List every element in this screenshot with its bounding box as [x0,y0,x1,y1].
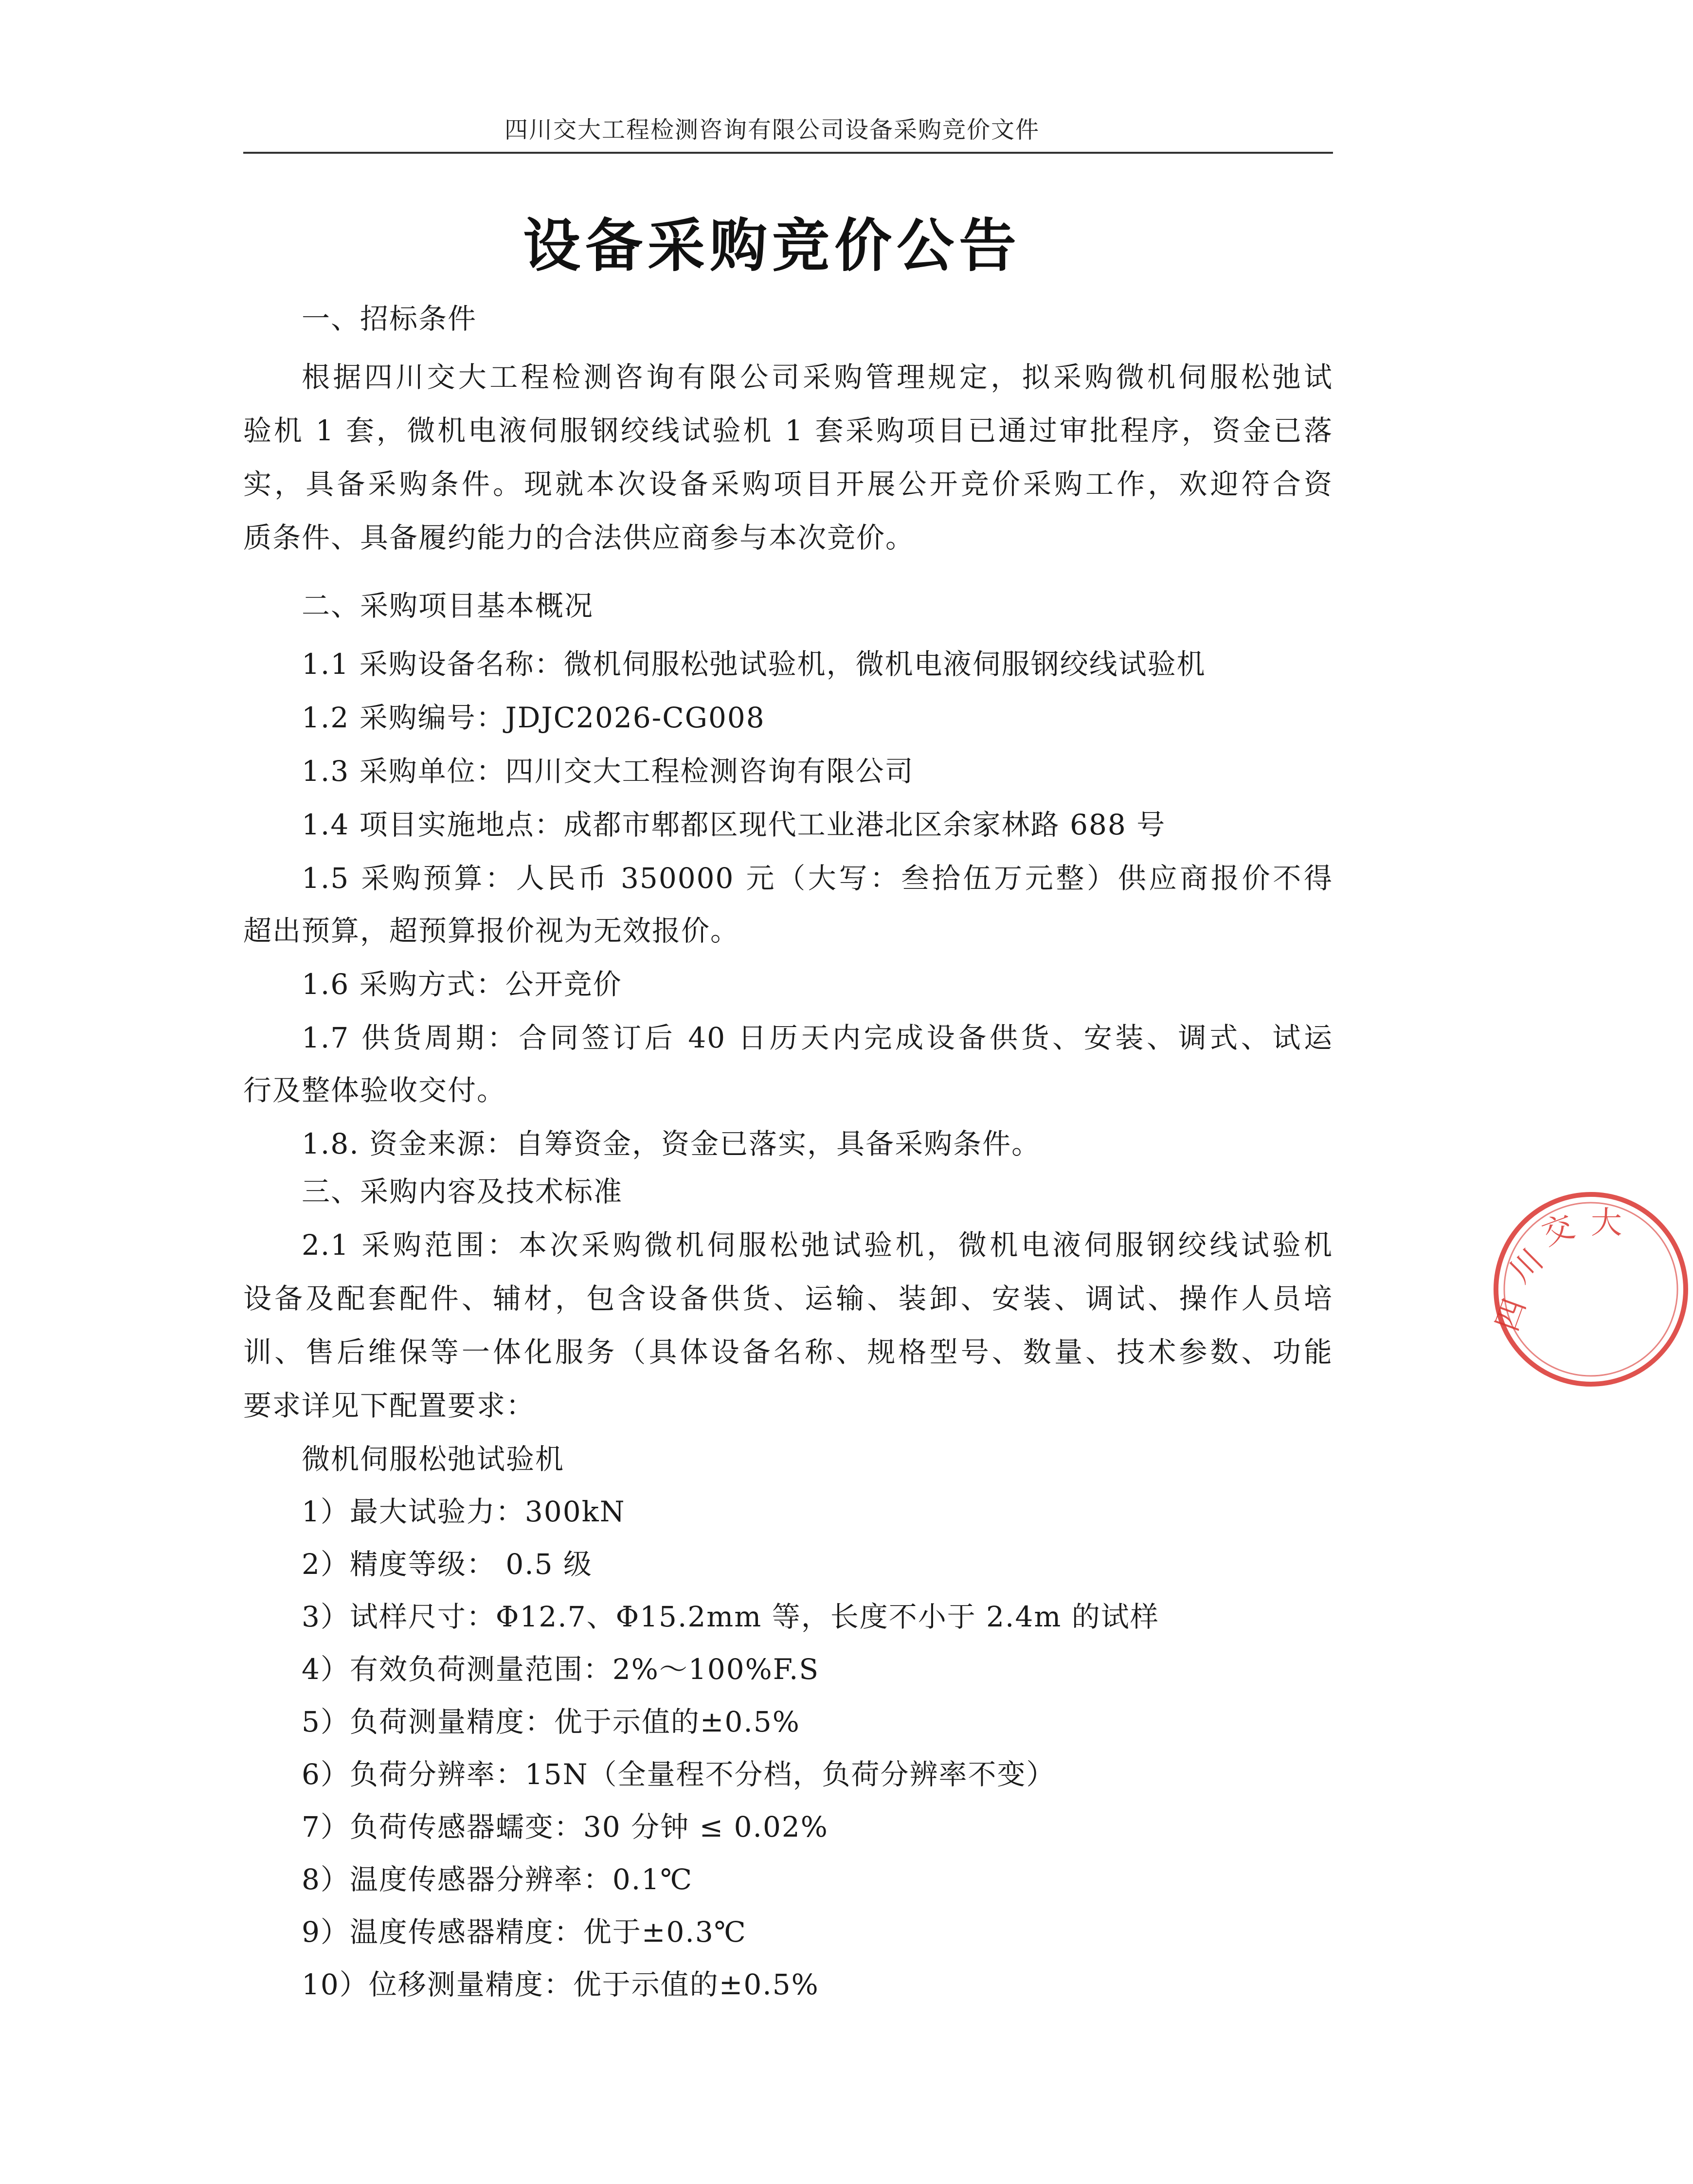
item-1-2: 1.2 采购编号：JDJC2026-CG008 [302,701,765,734]
section-1-line: 验机 1 套，微机电液伺服钢绞线试验机 1 套采购项目已通过审批程序，资金已落 [243,414,1333,447]
company-seal-stamp [1489,1187,1693,1391]
svg-text:川: 川 [1502,1242,1550,1290]
section-1-line: 质条件、具备履约能力的合法供应商参与本次竞价。 [243,521,915,554]
svg-text:交: 交 [1537,1208,1579,1253]
svg-text:四: 四 [1489,1294,1533,1336]
running-header: 四川交大工程检测咨询有限公司设备采购竞价文件 [504,116,1040,144]
section-1-line: 实，具备采购条件。现就本次设备采购项目开展公开竞价采购工作，欢迎符合资 [243,468,1333,501]
svg-text:大: 大 [1591,1205,1622,1241]
spec-item: 5）负荷测量精度：优于示值的±0.5% [302,1705,800,1738]
spec-item: 3）试样尺寸：Φ12.7、Φ15.2mm 等，长度不小于 2.4m 的试样 [302,1600,1159,1633]
spec-item: 10）位移测量精度：优于示值的±0.5% [302,1968,819,2001]
spec-item: 8）温度传感器分辨率：0.1℃ [302,1863,693,1896]
scope-line: 要求详见下配置要求： [243,1389,536,1422]
spec-item: 1）最大试验力：300kN [302,1495,626,1528]
item-1-6: 1.6 采购方式：公开竞价 [302,968,622,1001]
item-1-7: 1.7 供货周期：合同签订后 40 日历天内完成设备供货、安装、调式、试运 [302,1021,1333,1054]
item-1-5-continued: 超出预算，超预算报价视为无效报价。 [243,914,740,947]
scope-line: 训、售后维保等一体化服务（具体设备名称、规格型号、数量、技术参数、功能 [243,1336,1333,1369]
section-3-heading: 三、采购内容及技术标准 [302,1175,623,1208]
item-1-5: 1.5 采购预算：人民币 350000 元（大写：叁拾伍万元整）供应商报价不得 [302,862,1333,895]
scope-line: 2.1 采购范围：本次采购微机伺服松弛试验机，微机电液伺服钢绞线试验机 [302,1228,1333,1262]
document-title: 设备采购竞价公告 [522,212,1021,279]
item-1-8: 1.8. 资金来源：自筹资金，资金已落实，具备采购条件。 [302,1127,1041,1160]
spec-item: 2）精度等级： 0.5 级 [302,1548,593,1581]
spec-item: 9）温度传感器精度：优于±0.3℃ [302,1915,747,1949]
section-2-heading: 二、采购项目基本概况 [302,589,594,622]
spec-item: 7）负荷传感器蠕变：30 分钟 ≤ 0.02% [302,1810,828,1843]
item-1-7-continued: 行及整体验收交付。 [243,1074,506,1107]
scope-line: 设备及配套配件、辅材，包含设备供货、运输、装卸、安装、调试、操作人员培 [243,1282,1333,1315]
item-1-1: 1.1 采购设备名称：微机伺服松弛试验机，微机电液伺服钢绞线试验机 [302,648,1206,681]
header-rule [243,152,1333,154]
section-1-heading: 一、招标条件 [302,302,477,335]
item-1-4: 1.4 项目实施地点：成都市郫都区现代工业港北区余家林路 688 号 [302,808,1166,841]
spec-item: 4）有效负荷测量范围：2%～100%F.S [302,1653,820,1686]
item-1-3: 1.3 采购单位：四川交大工程检测咨询有限公司 [302,755,914,788]
equipment-title: 微机伺服松弛试验机 [302,1443,565,1476]
spec-item: 6）负荷分辨率：15N（全量程不分档，负荷分辨率不变） [302,1758,1056,1791]
section-1-line: 根据四川交大工程检测咨询有限公司采购管理规定，拟采购微机伺服松弛试 [302,361,1333,394]
